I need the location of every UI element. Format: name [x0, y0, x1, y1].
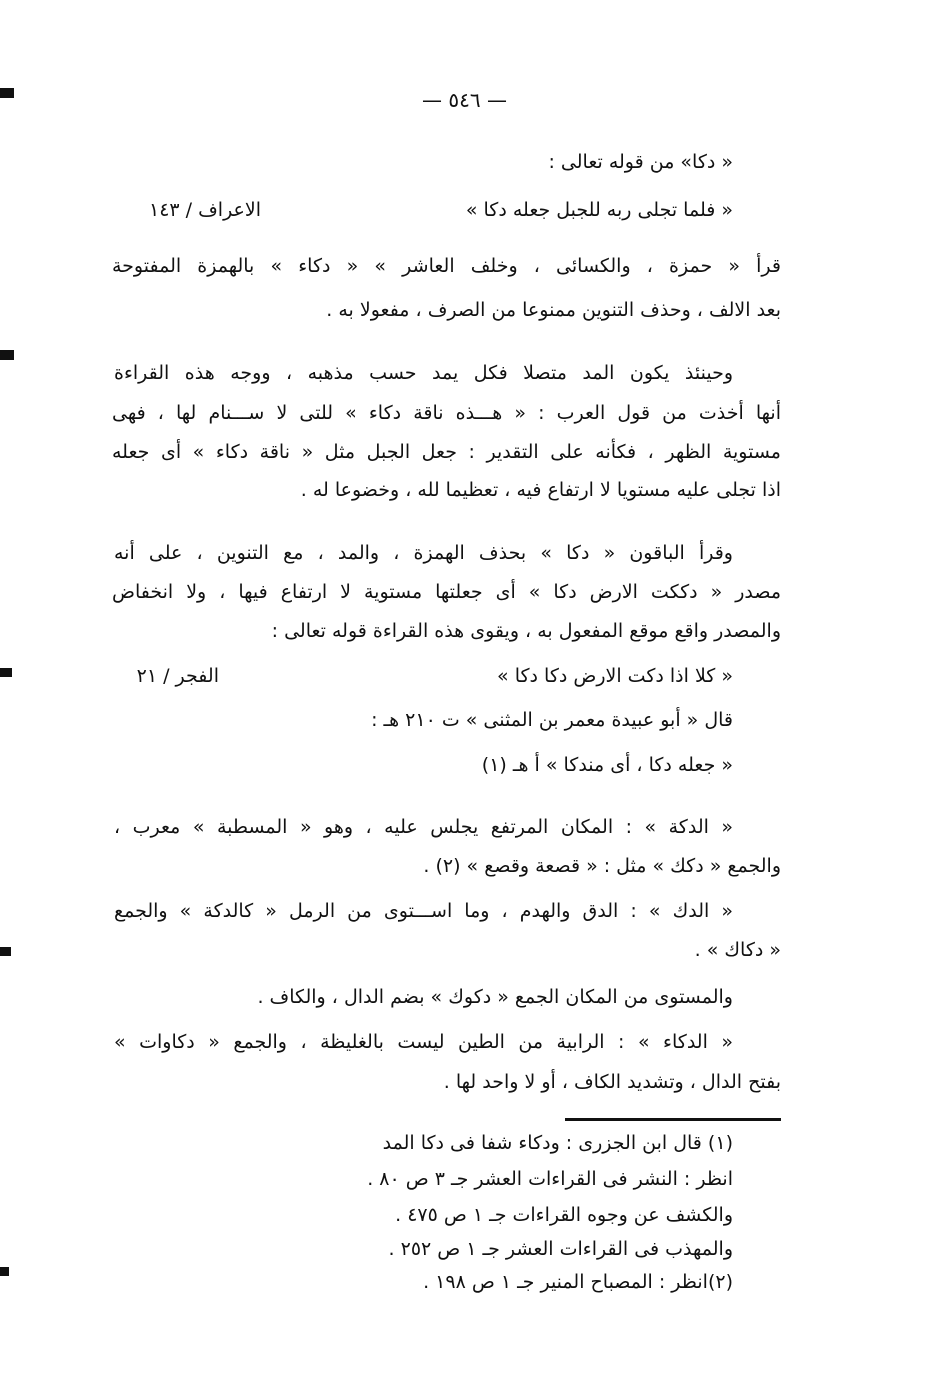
paragraph-line: « الدكة » : المكان المرتفع يجلس عليه ، وهو « المسطبة » معرب ، — [114, 816, 733, 838]
scan-mark — [0, 947, 11, 956]
paragraph-line: اذا تجلى عليه مستويا لا ارتفاع فيه ، تعظيما لله ، وخضوعا له . — [300, 479, 781, 501]
footnote-line: (٢)انظر : المصباح المنير جـ ١ ص ١٩٨ . — [423, 1271, 733, 1293]
footnote-line: (١) قال ابن الجزرى : ودكاء شفا فى دكا المد — [382, 1132, 733, 1154]
footnote-separator — [565, 1118, 781, 1121]
scan-mark — [0, 1267, 9, 1276]
paragraph-line: وقرأ الباقون « دكا » بحذف الهمزة ، والمد ، مع التنوين ، على أنه — [114, 542, 733, 564]
verse-intro: « دكا» من قوله تعالى : — [548, 151, 733, 173]
verse-reference: الفجر / ٢١ — [136, 665, 219, 687]
paragraph-line: « دكاك » . — [694, 939, 781, 961]
footnote-line: والكشف عن وجوه القراءات جـ ١ ص ٤٧٥ . — [395, 1204, 733, 1226]
paragraph-line: والمصدر واقع موقع المفعول به ، ويقوى هذه القراءة قوله تعالى : — [271, 620, 781, 642]
paragraph-line: مصدر « دككت الارض دكا » أى جعلتها مستوية لا ارتفاع فيها ، ولا انخفاض — [112, 581, 781, 603]
verse-reference: الاعراف / ١٤٣ — [148, 199, 261, 221]
verse-text: « فلما تجلى ربه للجبل جعله دكا » — [465, 199, 733, 221]
paragraph-line: أنها أخذت من قول العرب : « هـــذه ناقة دكاء » للتى لا ســـنام لها ، فهى — [112, 402, 781, 424]
paragraph-line: « الدكاء » : الرابية من الطين ليست بالغليظة ، والجمع « دكاوات » — [114, 1031, 733, 1053]
paragraph-line: وحينئذ يكون المد متصلا فكل يمد حسب مذهبه ، ووجه هذه القراءة — [114, 362, 733, 384]
paragraph-line: والمستوى من المكان الجمع « دكوك » بضم الدال ، والكاف . — [257, 986, 733, 1008]
paragraph-line: قرأ « حمزة ، والكسائى ، وخلف العاشر » « دكاء » بالهمزة المفتوحة — [112, 255, 781, 277]
paragraph-line: « الدك » : الدق والهدم ، وما اســـتوى من الرمل « كالدكة » والجمع — [114, 900, 733, 922]
scan-mark — [0, 350, 14, 360]
paragraph-line: بعد الالف ، وحذف التنوين ممنوعا من الصرف ، مفعولا به . — [326, 299, 781, 321]
quote-text: « جعله دكا ، أى مندكا » أ هـ (١) — [481, 754, 733, 776]
scan-mark — [0, 668, 12, 677]
paragraph-line: بفتح الدال ، وتشديد الكاف ، أو لا واحد لها . — [443, 1071, 781, 1093]
quote-intro: قال « أبو عبيدة معمر بن المثنى » ت ٢١٠ هـ : — [371, 709, 733, 731]
paragraph-line: مستوية الظهر ، فكأنه على التقدير : جعل الجبل مثل « ناقة دكاء » أى جعله — [112, 441, 781, 463]
footnote-line: انظر : النشر فى القراءات العشر جـ ٣ ص ٨٠ . — [367, 1168, 733, 1190]
verse-text: « كلا اذا دكت الارض دكا دكا » — [497, 665, 733, 687]
paragraph-line: والجمع « دكك » مثل : « قصعة وقصع » (٢) . — [423, 855, 781, 877]
page-number: — ٥٤٦ — — [422, 88, 507, 112]
footnote-line: والمهذب فى القراءات العشر جـ ١ ص ٢٥٢ . — [388, 1238, 733, 1260]
